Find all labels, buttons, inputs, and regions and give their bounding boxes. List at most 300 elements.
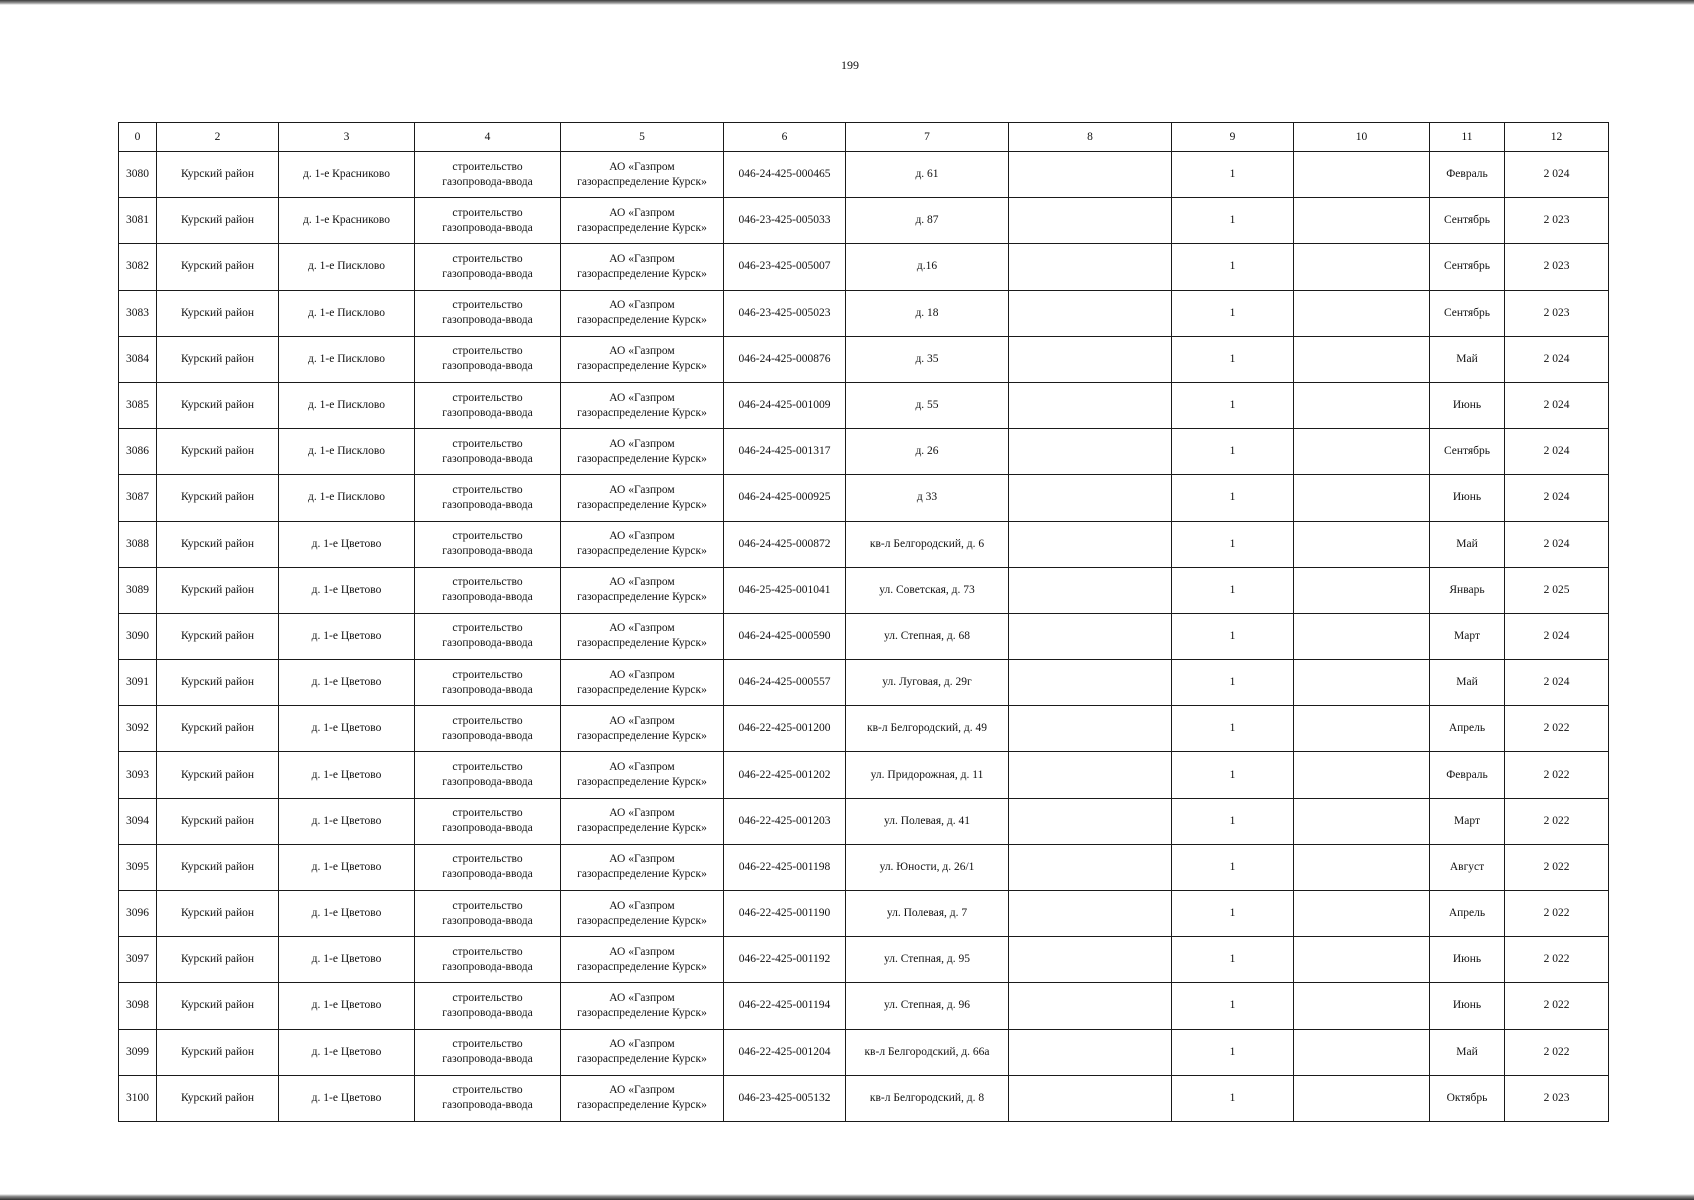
- organization-cell: [561, 1075, 724, 1121]
- month-cell: Июнь: [1430, 983, 1505, 1029]
- column-10-cell: [1294, 382, 1430, 428]
- work-type-line-1: строительство: [452, 991, 523, 1004]
- work-type-line-1: строительство: [452, 807, 523, 820]
- row-number-cell: 3083: [119, 290, 157, 336]
- quantity-cell: 1: [1172, 567, 1294, 613]
- work-type-line-1: строительство: [452, 530, 523, 543]
- row-number-cell: 3090: [119, 613, 157, 659]
- district-cell: Курский район: [157, 244, 279, 290]
- column-10-cell: [1294, 244, 1430, 290]
- code-cell: 046-23-425-005033: [724, 198, 846, 244]
- column-10-cell: [1294, 798, 1430, 844]
- column-8-cell: [1009, 660, 1172, 706]
- column-header-11: 11: [1430, 123, 1505, 152]
- work-type-line-1: строительство: [452, 761, 523, 774]
- quantity-cell: 1: [1172, 382, 1294, 428]
- work-type-line-2: газопровода-ввода: [442, 360, 533, 373]
- organization-cell: [561, 336, 724, 382]
- work-type-cell: [415, 429, 561, 475]
- table-row: [119, 475, 1609, 521]
- district-cell: Курский район: [157, 1075, 279, 1121]
- organization-line-1: АО «Газпром: [609, 1038, 675, 1051]
- work-type-line-2: газопровода-ввода: [442, 776, 533, 789]
- settlement-cell: д. 1-е Цветово: [279, 567, 415, 613]
- organization-line-1: АО «Газпром: [609, 160, 675, 173]
- district-cell: Курский район: [157, 844, 279, 890]
- column-10-cell: [1294, 891, 1430, 937]
- row-number-cell: 3087: [119, 475, 157, 521]
- district-cell: Курский район: [157, 1029, 279, 1075]
- table-row: [119, 891, 1609, 937]
- column-header-0: 0: [119, 123, 157, 152]
- work-type-cell: [415, 844, 561, 890]
- work-type-line-1: строительство: [452, 668, 523, 681]
- row-number-cell: 3100: [119, 1075, 157, 1121]
- row-number-cell: 3091: [119, 660, 157, 706]
- month-cell: Январь: [1430, 567, 1505, 613]
- code-cell: 046-25-425-001041: [724, 567, 846, 613]
- row-number-cell: 3084: [119, 336, 157, 382]
- work-type-line-1: строительство: [452, 1038, 523, 1051]
- work-type-line-1: строительство: [452, 945, 523, 958]
- row-number-cell: 3082: [119, 244, 157, 290]
- work-type-line-1: строительство: [452, 206, 523, 219]
- work-type-line-1: строительство: [452, 576, 523, 589]
- quantity-cell: 1: [1172, 937, 1294, 983]
- work-type-cell: [415, 336, 561, 382]
- quantity-cell: 1: [1172, 844, 1294, 890]
- code-cell: 046-22-425-001192: [724, 937, 846, 983]
- organization-cell: [561, 198, 724, 244]
- quantity-cell: 1: [1172, 660, 1294, 706]
- table-row: [119, 983, 1609, 1029]
- settlement-cell: д. 1-е Красниково: [279, 152, 415, 198]
- work-type-line-1: строительство: [452, 160, 523, 173]
- year-cell: 2 024: [1505, 429, 1609, 475]
- column-10-cell: [1294, 290, 1430, 336]
- settlement-cell: д. 1-е Писклово: [279, 336, 415, 382]
- column-10-cell: [1294, 1029, 1430, 1075]
- address-cell: д. 87: [846, 198, 1009, 244]
- table-row: [119, 798, 1609, 844]
- address-cell: кв-л Белгородский, д. 8: [846, 1075, 1009, 1121]
- quantity-cell: 1: [1172, 198, 1294, 244]
- work-type-line-2: газопровода-ввода: [442, 498, 533, 511]
- organization-line-1: АО «Газпром: [609, 576, 675, 589]
- organization-line-1: АО «Газпром: [609, 899, 675, 912]
- address-cell: кв-л Белгородский, д. 49: [846, 706, 1009, 752]
- organization-cell: [561, 937, 724, 983]
- code-cell: 046-22-425-001204: [724, 1029, 846, 1075]
- settlement-cell: д. 1-е Писклово: [279, 290, 415, 336]
- column-8-cell: [1009, 521, 1172, 567]
- organization-line-1: АО «Газпром: [609, 853, 675, 866]
- table-row: [119, 521, 1609, 567]
- column-10-cell: [1294, 1075, 1430, 1121]
- organization-cell: [561, 567, 724, 613]
- quantity-cell: 1: [1172, 336, 1294, 382]
- code-cell: 046-24-425-000590: [724, 613, 846, 659]
- address-cell: ул. Полевая, д. 7: [846, 891, 1009, 937]
- organization-cell: [561, 244, 724, 290]
- address-cell: д. 55: [846, 382, 1009, 428]
- code-cell: 046-23-425-005132: [724, 1075, 846, 1121]
- settlement-cell: д. 1-е Цветово: [279, 1075, 415, 1121]
- month-cell: Сентябрь: [1430, 290, 1505, 336]
- page-number: 199: [841, 58, 859, 72]
- row-number-cell: 3099: [119, 1029, 157, 1075]
- work-type-line-1: строительство: [452, 899, 523, 912]
- work-type-line-2: газопровода-ввода: [442, 175, 533, 188]
- work-type-line-1: строительство: [452, 622, 523, 635]
- year-cell: 2 024: [1505, 382, 1609, 428]
- organization-line-2: газораспределение Курск»: [577, 314, 707, 327]
- table-row: [119, 429, 1609, 475]
- organization-line-1: АО «Газпром: [609, 252, 675, 265]
- month-cell: Февраль: [1430, 752, 1505, 798]
- column-8-cell: [1009, 613, 1172, 659]
- row-number-cell: 3089: [119, 567, 157, 613]
- column-header-5: 5: [561, 123, 724, 152]
- year-cell: 2 022: [1505, 891, 1609, 937]
- settlement-cell: д. 1-е Цветово: [279, 660, 415, 706]
- column-8-cell: [1009, 844, 1172, 890]
- column-8-cell: [1009, 290, 1172, 336]
- settlement-cell: д. 1-е Цветово: [279, 752, 415, 798]
- work-type-line-2: газопровода-ввода: [442, 914, 533, 927]
- organization-line-1: АО «Газпром: [609, 761, 675, 774]
- settlement-cell: д. 1-е Цветово: [279, 983, 415, 1029]
- district-cell: Курский район: [157, 891, 279, 937]
- month-cell: Май: [1430, 521, 1505, 567]
- table-row: [119, 1029, 1609, 1075]
- address-cell: д. 26: [846, 429, 1009, 475]
- work-type-line-2: газопровода-ввода: [442, 1053, 533, 1066]
- year-cell: 2 023: [1505, 290, 1609, 336]
- settlement-cell: д. 1-е Цветово: [279, 1029, 415, 1075]
- organization-line-2: газораспределение Курск»: [577, 591, 707, 604]
- work-type-line-2: газопровода-ввода: [442, 545, 533, 558]
- work-type-line-2: газопровода-ввода: [442, 960, 533, 973]
- work-type-cell: [415, 1075, 561, 1121]
- column-8-cell: [1009, 382, 1172, 428]
- row-number-cell: 3080: [119, 152, 157, 198]
- column-10-cell: [1294, 706, 1430, 752]
- table-row: [119, 660, 1609, 706]
- row-number-cell: 3095: [119, 844, 157, 890]
- district-cell: Курский район: [157, 983, 279, 1029]
- column-header-10: 10: [1294, 123, 1430, 152]
- work-type-line-2: газопровода-ввода: [442, 822, 533, 835]
- work-type-cell: [415, 1029, 561, 1075]
- organization-line-1: АО «Газпром: [609, 668, 675, 681]
- work-type-line-2: газопровода-ввода: [442, 267, 533, 280]
- year-cell: 2 022: [1505, 937, 1609, 983]
- year-cell: 2 022: [1505, 798, 1609, 844]
- organization-line-2: газораспределение Курск»: [577, 868, 707, 881]
- quantity-cell: 1: [1172, 706, 1294, 752]
- organization-line-1: АО «Газпром: [609, 206, 675, 219]
- quantity-cell: 1: [1172, 152, 1294, 198]
- scan-edge-bottom: [0, 1194, 1694, 1200]
- settlement-cell: д. 1-е Цветово: [279, 891, 415, 937]
- address-cell: д 33: [846, 475, 1009, 521]
- column-10-cell: [1294, 429, 1430, 475]
- organization-line-2: газораспределение Курск»: [577, 221, 707, 234]
- code-cell: 046-22-425-001198: [724, 844, 846, 890]
- district-cell: Курский район: [157, 336, 279, 382]
- column-10-cell: [1294, 152, 1430, 198]
- address-cell: ул. Степная, д. 96: [846, 983, 1009, 1029]
- organization-cell: [561, 844, 724, 890]
- month-cell: Май: [1430, 660, 1505, 706]
- quantity-cell: 1: [1172, 1029, 1294, 1075]
- organization-cell: [561, 613, 724, 659]
- address-cell: ул. Луговая, д. 29г: [846, 660, 1009, 706]
- organization-line-1: АО «Газпром: [609, 622, 675, 635]
- work-type-line-1: строительство: [452, 483, 523, 496]
- quantity-cell: 1: [1172, 891, 1294, 937]
- column-10-cell: [1294, 475, 1430, 521]
- settlement-cell: д. 1-е Цветово: [279, 937, 415, 983]
- organization-line-2: газораспределение Курск»: [577, 729, 707, 742]
- district-cell: Курский район: [157, 567, 279, 613]
- column-header-8: 8: [1009, 123, 1172, 152]
- column-8-cell: [1009, 198, 1172, 244]
- settlement-cell: д. 1-е Писклово: [279, 244, 415, 290]
- district-cell: Курский район: [157, 752, 279, 798]
- column-header-6: 6: [724, 123, 846, 152]
- year-cell: 2 023: [1505, 1075, 1609, 1121]
- settlement-cell: д. 1-е Цветово: [279, 706, 415, 752]
- table-row: [119, 152, 1609, 198]
- work-type-line-2: газопровода-ввода: [442, 452, 533, 465]
- settlement-cell: д. 1-е Цветово: [279, 613, 415, 659]
- row-number-cell: 3093: [119, 752, 157, 798]
- column-8-cell: [1009, 752, 1172, 798]
- column-8-cell: [1009, 983, 1172, 1029]
- column-10-cell: [1294, 844, 1430, 890]
- column-10-cell: [1294, 336, 1430, 382]
- quantity-cell: 1: [1172, 475, 1294, 521]
- column-8-cell: [1009, 1075, 1172, 1121]
- year-cell: 2 024: [1505, 152, 1609, 198]
- column-header-4: 4: [415, 123, 561, 152]
- column-header-7: 7: [846, 123, 1009, 152]
- month-cell: Сентябрь: [1430, 244, 1505, 290]
- code-cell: 046-24-425-000557: [724, 660, 846, 706]
- year-cell: 2 023: [1505, 198, 1609, 244]
- organization-line-2: газораспределение Курск»: [577, 175, 707, 188]
- settlement-cell: д. 1-е Цветово: [279, 798, 415, 844]
- column-header-12: 12: [1505, 123, 1609, 152]
- column-10-cell: [1294, 983, 1430, 1029]
- code-cell: 046-23-425-005007: [724, 244, 846, 290]
- month-cell: Октябрь: [1430, 1075, 1505, 1121]
- code-cell: 046-24-425-001009: [724, 382, 846, 428]
- work-type-line-1: строительство: [452, 714, 523, 727]
- table-row: [119, 244, 1609, 290]
- code-cell: 046-22-425-001194: [724, 983, 846, 1029]
- settlement-cell: д. 1-е Писклово: [279, 475, 415, 521]
- row-number-cell: 3085: [119, 382, 157, 428]
- code-cell: 046-22-425-001190: [724, 891, 846, 937]
- column-header-2: 2: [157, 123, 279, 152]
- table-row: [119, 567, 1609, 613]
- table-row: [119, 844, 1609, 890]
- organization-line-1: АО «Газпром: [609, 945, 675, 958]
- organization-line-2: газораспределение Курск»: [577, 822, 707, 835]
- organization-line-1: АО «Газпром: [609, 991, 675, 1004]
- column-8-cell: [1009, 336, 1172, 382]
- quantity-cell: 1: [1172, 983, 1294, 1029]
- organization-cell: [561, 152, 724, 198]
- code-cell: 046-23-425-005023: [724, 290, 846, 336]
- column-header-3: 3: [279, 123, 415, 152]
- row-number-cell: 3098: [119, 983, 157, 1029]
- work-type-line-1: строительство: [452, 345, 523, 358]
- organization-line-2: газораспределение Курск»: [577, 545, 707, 558]
- address-cell: ул. Юности, д. 26/1: [846, 844, 1009, 890]
- column-10-cell: [1294, 521, 1430, 567]
- quantity-cell: 1: [1172, 798, 1294, 844]
- quantity-cell: 1: [1172, 521, 1294, 567]
- address-cell: ул. Степная, д. 95: [846, 937, 1009, 983]
- work-type-line-2: газопровода-ввода: [442, 729, 533, 742]
- work-type-line-2: газопровода-ввода: [442, 406, 533, 419]
- work-type-line-1: строительство: [452, 1084, 523, 1097]
- year-cell: 2 022: [1505, 1029, 1609, 1075]
- column-header-9: 9: [1172, 123, 1294, 152]
- row-number-cell: 3092: [119, 706, 157, 752]
- address-cell: ул. Полевая, д. 41: [846, 798, 1009, 844]
- year-cell: 2 022: [1505, 844, 1609, 890]
- work-type-line-2: газопровода-ввода: [442, 221, 533, 234]
- address-cell: ул. Придорожная, д. 11: [846, 752, 1009, 798]
- work-type-cell: [415, 891, 561, 937]
- organization-line-2: газораспределение Курск»: [577, 1006, 707, 1019]
- work-type-cell: [415, 475, 561, 521]
- organization-line-2: газораспределение Курск»: [577, 637, 707, 650]
- district-cell: Курский район: [157, 152, 279, 198]
- month-cell: Июнь: [1430, 475, 1505, 521]
- code-cell: 046-24-425-000872: [724, 521, 846, 567]
- organization-line-2: газораспределение Курск»: [577, 267, 707, 280]
- column-8-cell: [1009, 567, 1172, 613]
- month-cell: Июнь: [1430, 382, 1505, 428]
- work-type-line-2: газопровода-ввода: [442, 868, 533, 881]
- table-row: [119, 382, 1609, 428]
- table-row: [119, 290, 1609, 336]
- address-cell: д. 18: [846, 290, 1009, 336]
- district-cell: Курский район: [157, 706, 279, 752]
- quantity-cell: 1: [1172, 244, 1294, 290]
- organization-line-1: АО «Газпром: [609, 391, 675, 404]
- quantity-cell: 1: [1172, 752, 1294, 798]
- work-type-line-1: строительство: [452, 391, 523, 404]
- year-cell: 2 024: [1505, 475, 1609, 521]
- settlement-cell: д. 1-е Цветово: [279, 521, 415, 567]
- column-8-cell: [1009, 937, 1172, 983]
- organization-line-1: АО «Газпром: [609, 345, 675, 358]
- work-type-cell: [415, 382, 561, 428]
- address-cell: ул. Советская, д. 73: [846, 567, 1009, 613]
- work-type-cell: [415, 198, 561, 244]
- year-cell: 2 024: [1505, 660, 1609, 706]
- table-row: [119, 706, 1609, 752]
- column-8-cell: [1009, 891, 1172, 937]
- scan-edge-top: [0, 0, 1694, 5]
- organization-line-2: газораспределение Курск»: [577, 960, 707, 973]
- table-row: [119, 198, 1609, 244]
- column-10-cell: [1294, 567, 1430, 613]
- table-row: [119, 937, 1609, 983]
- table-header-row: [119, 123, 1609, 152]
- work-type-line-2: газопровода-ввода: [442, 591, 533, 604]
- organization-cell: [561, 429, 724, 475]
- district-cell: Курский район: [157, 521, 279, 567]
- work-type-line-1: строительство: [452, 252, 523, 265]
- organization-cell: [561, 706, 724, 752]
- organization-cell: [561, 983, 724, 1029]
- settlement-cell: д. 1-е Писклово: [279, 429, 415, 475]
- district-cell: Курский район: [157, 429, 279, 475]
- work-type-cell: [415, 244, 561, 290]
- work-type-cell: [415, 290, 561, 336]
- year-cell: 2 024: [1505, 613, 1609, 659]
- organization-line-1: АО «Газпром: [609, 714, 675, 727]
- year-cell: 2 022: [1505, 983, 1609, 1029]
- month-cell: Март: [1430, 798, 1505, 844]
- organization-line-2: газораспределение Курск»: [577, 360, 707, 373]
- table-row: [119, 336, 1609, 382]
- organization-cell: [561, 290, 724, 336]
- organization-cell: [561, 382, 724, 428]
- district-cell: Курский район: [157, 660, 279, 706]
- district-cell: Курский район: [157, 613, 279, 659]
- organization-line-2: газораспределение Курск»: [577, 776, 707, 789]
- code-cell: 046-24-425-000876: [724, 336, 846, 382]
- code-cell: 046-22-425-001203: [724, 798, 846, 844]
- table-row: [119, 752, 1609, 798]
- work-type-cell: [415, 521, 561, 567]
- work-type-cell: [415, 613, 561, 659]
- work-type-line-2: газопровода-ввода: [442, 1099, 533, 1112]
- quantity-cell: 1: [1172, 1075, 1294, 1121]
- organization-line-1: АО «Газпром: [609, 1084, 675, 1097]
- table-row: [119, 1075, 1609, 1121]
- district-cell: Курский район: [157, 382, 279, 428]
- work-type-line-2: газопровода-ввода: [442, 637, 533, 650]
- code-cell: 046-24-425-000465: [724, 152, 846, 198]
- district-cell: Курский район: [157, 198, 279, 244]
- organization-line-1: АО «Газпром: [609, 530, 675, 543]
- work-type-cell: [415, 152, 561, 198]
- column-10-cell: [1294, 613, 1430, 659]
- organization-line-1: АО «Газпром: [609, 299, 675, 312]
- organization-line-2: газораспределение Курск»: [577, 406, 707, 419]
- month-cell: Март: [1430, 613, 1505, 659]
- year-cell: 2 022: [1505, 706, 1609, 752]
- work-type-cell: [415, 798, 561, 844]
- month-cell: Сентябрь: [1430, 429, 1505, 475]
- column-10-cell: [1294, 937, 1430, 983]
- column-8-cell: [1009, 706, 1172, 752]
- column-8-cell: [1009, 244, 1172, 290]
- code-cell: 046-24-425-000925: [724, 475, 846, 521]
- row-number-cell: 3081: [119, 198, 157, 244]
- month-cell: Сентябрь: [1430, 198, 1505, 244]
